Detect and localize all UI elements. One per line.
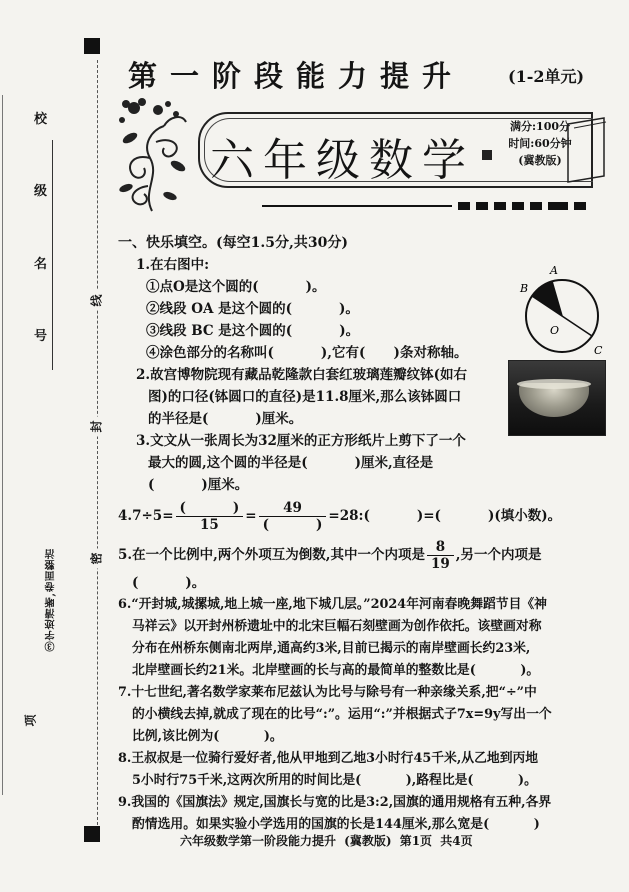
fraction-2[interactable]: $\frac{49}{( )}$ <box>259 500 327 533</box>
flag-decoration-icon <box>564 116 610 186</box>
banner <box>112 96 612 216</box>
question-7: 7.十七世纪,著名数学家莱布尼兹认为比号与除号有一种亲缘关系,把“÷”中 的小横线去掉,就成了现在的比号“:”。运用“:”并根据式子7x=9y写出一个 比例,该比例为( )。 <box>118 682 618 748</box>
field-class: 级 <box>34 184 48 199</box>
q7-answer[interactable]: 比例,该比例为( )。 <box>132 729 283 744</box>
field-name: 名 <box>34 257 48 272</box>
question-2: 2.故宫博物院现有藏品乾隆款白套红玻璃莲瓣纹钵(如右 图)的口径(钵圆口的直径)是11.8厘米,那么该钵圆口 的半径是( )厘米。 <box>118 364 618 430</box>
label-a: A <box>550 264 558 277</box>
circle-diagram <box>512 262 608 358</box>
page-footer: 六年级数学第一阶段能力提升 (冀教版) 第1页 共4页 <box>180 834 473 848</box>
title-row <box>120 52 620 92</box>
flourish-icon <box>112 96 202 214</box>
question-5: 5.在一个比例中,两个外项互为倒数,其中一个内项是 $\frac{8}{19}$ ,另一个内项是 ( )。 <box>118 539 618 594</box>
edition: (冀教版) <box>518 154 562 167</box>
question-4: 4.7÷5= $\frac{( )}{15}$ = $\frac{49}{( )}$ =28:( )=( )(填小数)。 <box>118 500 562 533</box>
field-id: 号 <box>34 329 48 344</box>
title-units: (1-2单元) <box>508 67 585 86</box>
banner-title: 六年级数学 <box>210 135 475 186</box>
question-8: 8.王叔叔是一位骑行爱好者,他从甲地到乙地3小时行45千米,从乙地到丙地 5小时行75千米,这两次所用的时间比是( ),路程比是( )。 <box>118 748 618 792</box>
q2-answer[interactable]: 的半径是( )厘米。 <box>148 411 303 427</box>
corner-mark-bottom <box>84 826 100 842</box>
fraction-8-19: $\frac{8}{19}$ <box>427 539 454 572</box>
bowl-rim <box>517 379 591 389</box>
label-o: O <box>550 324 560 337</box>
binding-border <box>2 95 3 795</box>
bowl-photo <box>508 360 606 436</box>
q6-answer[interactable]: 北岸壁画长约21米。北岸壁画的长与高的最简单的整数比是( )。 <box>132 663 540 678</box>
decorative-bars <box>262 202 592 210</box>
page-title: 第一阶段能力提升 <box>128 59 465 93</box>
notice-text: ③字迹清晰,卷面整洁 <box>46 548 57 652</box>
q1-item-2[interactable]: ②线段 OA 是这个圆的( )。 <box>146 301 359 317</box>
field-school: 校 <box>34 112 48 127</box>
q1-item-1[interactable]: ①点O是这个圆的( )。 <box>146 279 326 295</box>
question-3: 3.文文从一张周长为32厘米的正方形纸片上剪下了一个 最大的圆,这个圆的半径是( )厘米,直径是 ( )厘米。 <box>136 433 466 493</box>
q5-answer[interactable]: ( )。 <box>132 575 206 591</box>
question-6: 6.“开封城,城摞城,地上城一座,地下城几层。”2024年河南春晚舞蹈节目《神 马祥云》以开封州桥遗址中的北宋巨幅石刻壁画为创作依托。该壁画对称 分布在州桥东侧南北两岸,通高约3米,目前已揭示的南岸壁画长约23米, 北岸壁画长约21米。北岸壁画的长与高的最简单的整数比是( )。 <box>118 594 618 682</box>
question-1: 1.在右图中: ①点O是这个圆的( )。 ②线段 OA 是这个圆的( )。 ③线段 BC 是这个圆的( )。 ④涂色部分的名称叫( ),它有( )条对称轴。 <box>118 254 618 364</box>
notice-head: 项 <box>23 714 38 727</box>
q9-answer[interactable]: 酌情选用。如果实验小学选用的国旗的长是144厘米,那么宽是( ) <box>132 817 540 832</box>
seal-char-secret: 密 <box>88 549 105 569</box>
label-c: C <box>594 344 603 357</box>
seal-dashed-line <box>97 60 98 840</box>
class-input[interactable] <box>52 140 53 370</box>
section-title: 一、快乐填空。(每空1.5分,共30分) <box>118 235 348 251</box>
banner-mark <box>482 150 492 160</box>
time-limit: 时间:60分钟 <box>508 137 572 150</box>
label-b: B <box>520 282 529 295</box>
question-9: 9.我国的《国旗法》规定,国旗长与宽的比是3:2,国旗的通用规格有五种,各界 酌情选用。如果实验小学选用的国旗的长是144厘米,那么宽是( ) <box>118 792 618 836</box>
q1-item-3[interactable]: ③线段 BC 是这个圆的( )。 <box>146 323 360 339</box>
corner-mark <box>84 38 100 54</box>
full-score: 满分:100分 <box>509 120 571 133</box>
binding-margin <box>0 0 108 892</box>
seal-char-seal: 封 <box>88 417 105 437</box>
q8-answer[interactable]: 5小时行75千米,这两次所用的时间比是( ),路程比是( )。 <box>132 773 537 788</box>
q1-item-4[interactable]: ④涂色部分的名称叫( ),它有( )条对称轴。 <box>146 345 468 361</box>
fraction-1[interactable]: $\frac{( )}{15}$ <box>176 500 244 533</box>
seal-char-line: 线 <box>88 291 105 311</box>
